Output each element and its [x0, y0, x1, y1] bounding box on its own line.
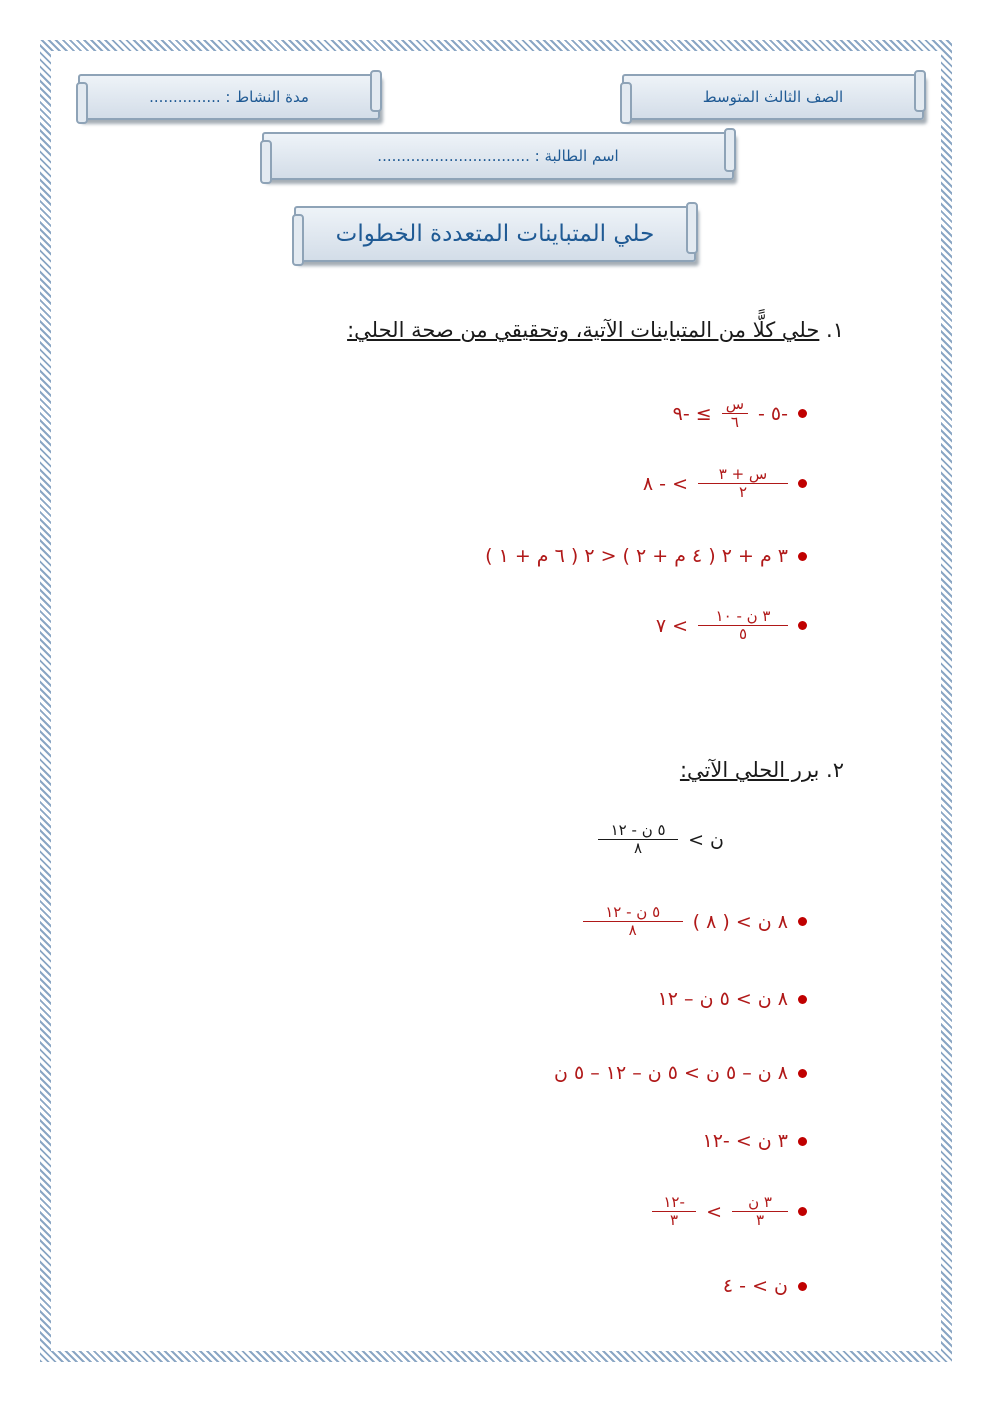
question-1-heading: [347, 318, 844, 342]
student-name-label: اسم الطالبة : ................................: [377, 147, 619, 165]
q2-given-fraction: [598, 822, 678, 858]
question-1-label: حلي كلًّا من المتباينات الآتية، وتحقيقي من صحة الحلي:: [347, 318, 820, 342]
q1-item-4: [656, 608, 807, 644]
duration-box: [78, 74, 380, 120]
bullet-icon: [798, 995, 807, 1004]
grade-box: [622, 74, 924, 120]
bullet-icon: [798, 1282, 807, 1291]
q2-step-6-text: ن > - ٤: [722, 1275, 788, 1297]
fraction-numerator: ٥ ن - ١٢: [610, 821, 666, 839]
bullet-icon: [798, 917, 807, 926]
fraction-denominator: ٣: [670, 1211, 679, 1230]
fraction-numerator: س + ٣: [718, 465, 768, 483]
bullet-icon: [798, 479, 807, 488]
q2-step-5: [652, 1194, 807, 1230]
fraction-denominator: ٦: [730, 413, 739, 432]
q2-step-2-text: ٨ ن > ٥ ن – ١٢: [657, 988, 788, 1010]
bullet-icon: [798, 621, 807, 630]
fraction-numerator: ٥ ن - ١٢: [605, 903, 661, 921]
q1-item-2-post: > - ٨: [642, 472, 688, 495]
student-name-box: [262, 132, 734, 180]
q2-step-1: [583, 904, 807, 940]
fraction-denominator: ٥: [738, 625, 748, 644]
title-box: [294, 206, 696, 262]
q2-given: [598, 822, 724, 858]
q1-item-2-fraction: [698, 466, 788, 502]
fraction-denominator: ٢: [738, 483, 748, 502]
bullet-icon: [798, 409, 807, 418]
question-1-number: ١.: [826, 318, 844, 342]
question-2-label: برر الحلي الآتي:: [679, 758, 820, 782]
q1-item-3-text: ٣ م + ٢ ( ٤ م + ٢ ) < ٢ ( ٦ م + ١ ): [485, 545, 788, 567]
bullet-icon: [798, 1069, 807, 1078]
q2-step-4-text: ٣ ن > -١٢: [702, 1130, 788, 1152]
q1-item-1: [673, 396, 807, 432]
bullet-icon: [798, 1137, 807, 1146]
fraction-denominator: ٣: [755, 1211, 765, 1230]
q1-item-3: [485, 545, 807, 567]
q2-step-3-text: ٨ ن – ٥ ن > ٥ ن – ١٢ – ٥ ن: [553, 1062, 788, 1084]
q1-item-4-fraction: [698, 608, 788, 644]
q1-item-4-post: > ٧: [655, 614, 688, 637]
q2-step-4: [703, 1130, 808, 1152]
duration-label: مدة النشاط : ...............: [149, 88, 309, 106]
q2-step-2: [658, 988, 807, 1010]
q2-step-1-fraction: [583, 904, 683, 940]
fraction-denominator: ٨: [628, 921, 637, 940]
bullet-icon: [798, 1207, 807, 1216]
q2-step-5-operator: >: [706, 1200, 722, 1223]
fraction-numerator: ٣ ن - ١٠: [715, 607, 771, 625]
question-2-number: ٢.: [826, 758, 844, 782]
fraction-denominator: ٨: [634, 839, 643, 858]
q2-step-3: [554, 1062, 807, 1084]
fraction-numerator: س: [725, 395, 745, 413]
bullet-icon: [798, 552, 807, 561]
q2-step-6: [723, 1275, 807, 1297]
question-2-heading: [680, 758, 844, 782]
q2-step-5-fraction-right: [652, 1194, 696, 1230]
q1-item-1-pre: -٥ -: [758, 402, 788, 425]
page-title: حلي المتباينات المتعددة الخطوات: [335, 221, 655, 247]
q1-item-1-post: ≥ -٩: [672, 402, 712, 425]
q2-given-pre: ن >: [688, 828, 724, 851]
q1-item-1-fraction: [722, 396, 748, 432]
fraction-numerator: ٣ ن: [748, 1193, 772, 1211]
q2-step-1-pre: ٨ ن > ( ٨ ): [692, 910, 788, 933]
fraction-numerator: -١٢: [663, 1193, 685, 1211]
q1-item-2: [643, 466, 807, 502]
grade-label: الصف الثالث المتوسط: [702, 88, 844, 106]
q2-step-5-fraction-left: [732, 1194, 788, 1230]
